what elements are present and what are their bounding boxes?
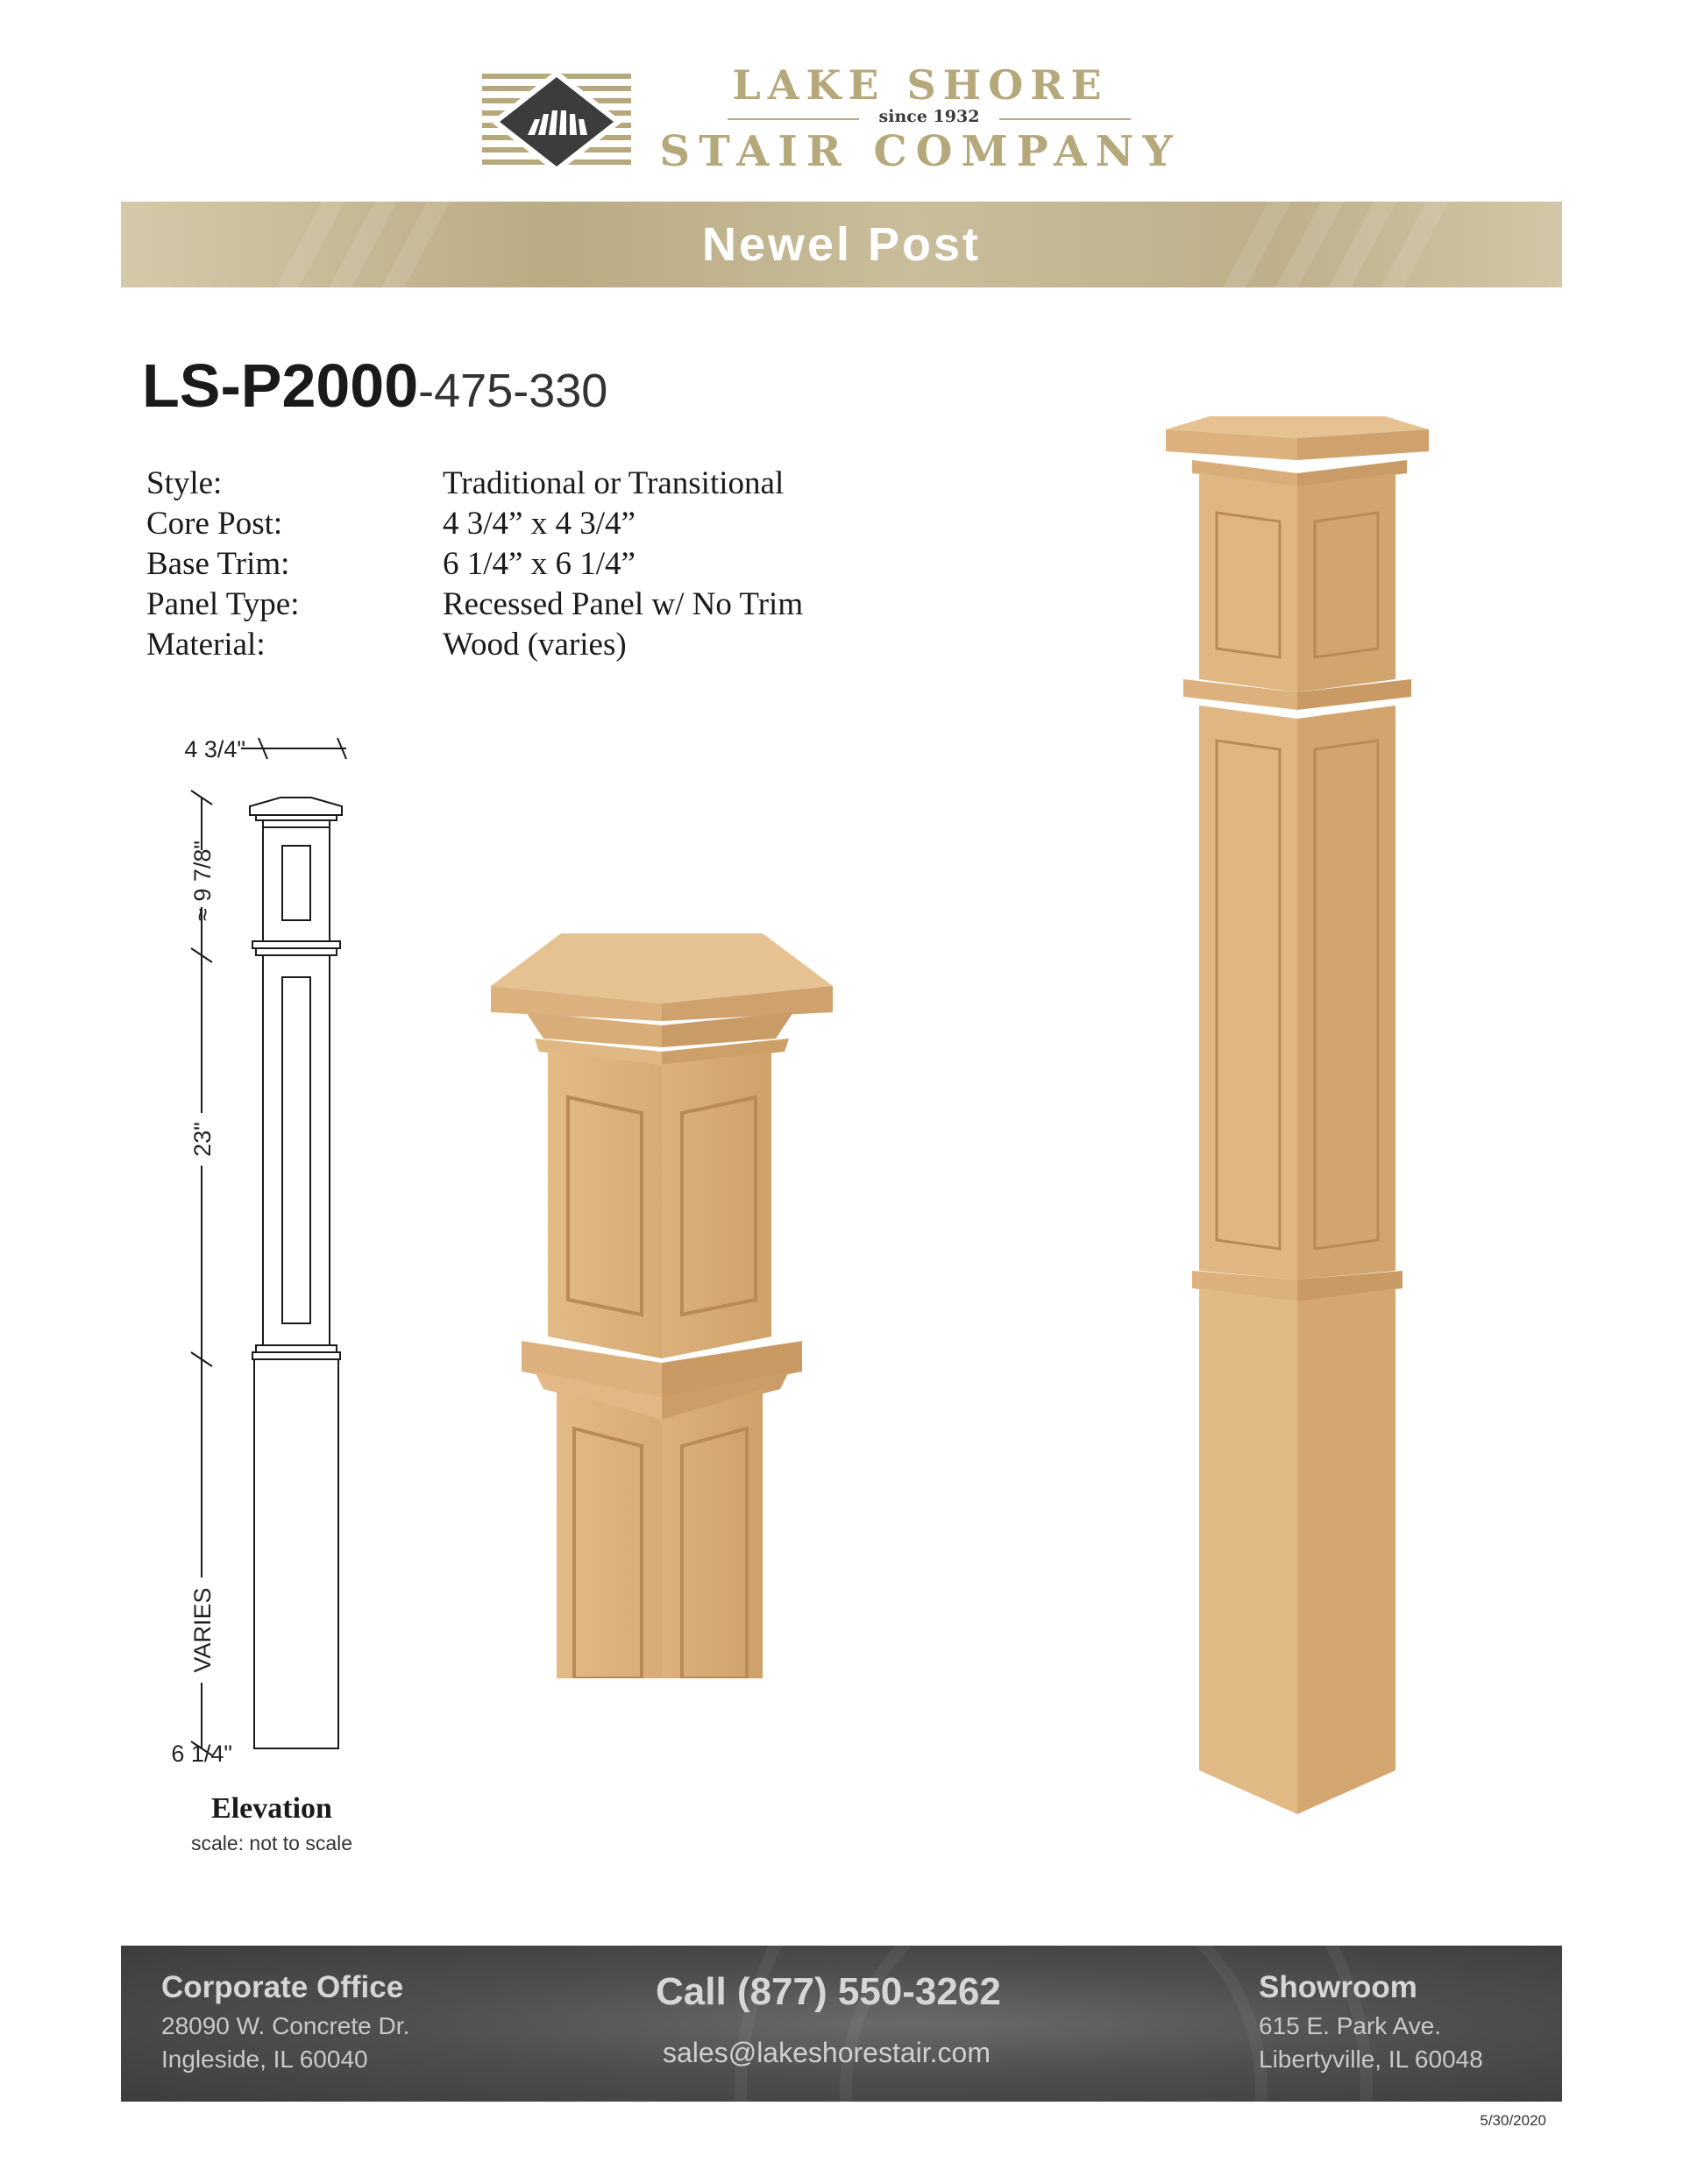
- logo-text-stair-company: STAIR COMPANY: [659, 127, 1182, 176]
- spec-value: Wood (varies): [443, 627, 627, 663]
- dim-base-height: VARIES: [189, 1587, 216, 1673]
- spec-label: Core Post:: [146, 506, 283, 542]
- logo-rule-right: [999, 118, 1131, 120]
- product-code-suffix: -475-330: [418, 365, 608, 417]
- phone-number[interactable]: Call (877) 550-3262: [656, 1970, 1001, 2013]
- spec-value: Traditional or Transitional: [443, 465, 785, 501]
- dim-top-width: 4 3/4": [184, 736, 245, 762]
- dim-base-width: 6 1/4": [171, 1741, 232, 1767]
- showroom-address-line1: 615 E. Park Ave.: [1259, 2012, 1442, 2039]
- newel-post-full-render: [1157, 403, 1525, 1832]
- title-banner: [121, 202, 1562, 287]
- showroom-heading: Showroom: [1259, 1970, 1417, 2004]
- logo-rule-left: [728, 118, 859, 120]
- elevation-scale-note: scale: not to scale: [190, 1832, 353, 1854]
- showroom-address-line2: Libertyville, IL 60048: [1259, 2046, 1483, 2073]
- product-code: [142, 351, 607, 421]
- elevation-drawing: [131, 719, 394, 1770]
- newel-post-closeup-render: [491, 925, 999, 1678]
- company-logo-mark: [482, 68, 631, 175]
- dim-cap-height: ≈ 9 7/8": [189, 840, 216, 921]
- spec-label: Base Trim:: [146, 546, 290, 582]
- revision-date: 5/30/2020: [1480, 2112, 1546, 2129]
- logo-since: since 1932: [878, 107, 980, 126]
- corporate-office-heading: Corporate Office: [161, 1970, 404, 2004]
- spec-value: Recessed Panel w/ No Trim: [443, 586, 804, 622]
- spec-value: 4 3/4” x 4 3/4”: [443, 506, 636, 542]
- logo-text-lake-shore: LAKE SHORE: [732, 61, 1109, 109]
- corporate-office-address-line1: 28090 W. Concrete Dr.: [161, 2012, 410, 2039]
- page-title: Newel Post: [701, 218, 982, 271]
- spec-label: Panel Type:: [146, 586, 300, 622]
- spec-value: 6 1/4” x 6 1/4”: [443, 546, 636, 582]
- spec-label: Style:: [146, 465, 223, 501]
- elevation-title: Elevation: [211, 1792, 332, 1825]
- dim-shaft-height: 23": [189, 1122, 216, 1157]
- email-link[interactable]: sales@lakeshorestair.com: [663, 2037, 991, 2068]
- spec-label: Material:: [146, 627, 266, 663]
- corporate-office-address-line2: Ingleside, IL 60040: [161, 2046, 368, 2073]
- product-code-main: LS-P2000: [142, 351, 419, 420]
- contact-footer: [121, 1946, 1562, 2102]
